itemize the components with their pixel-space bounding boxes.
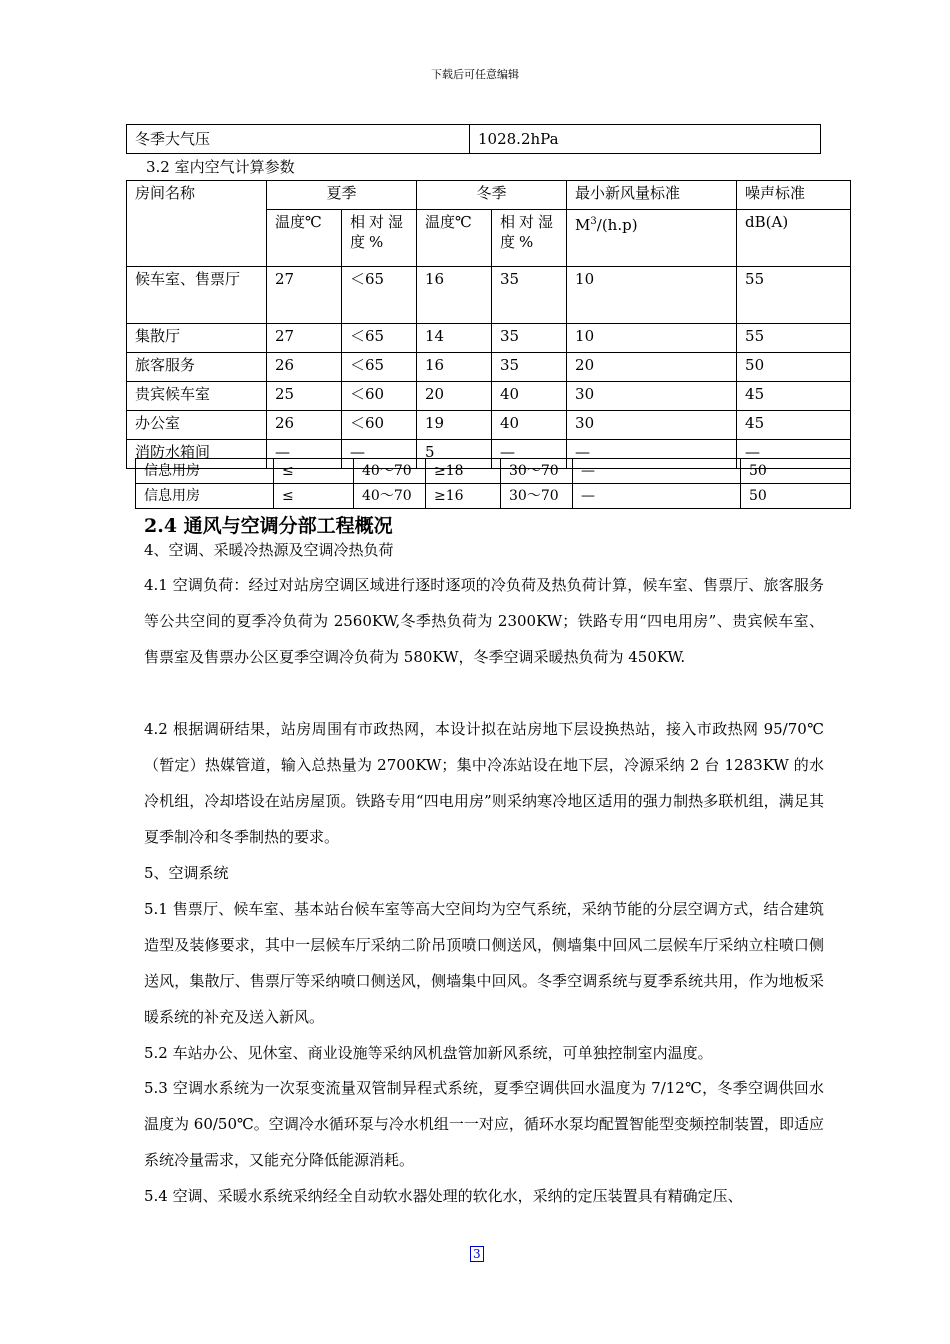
cell: 26 [267,353,342,382]
cell: 50 [741,459,851,484]
paragraph: 5.2 车站办公、见休室、商业设施等采纳风机盘管加新风系统，可单独控制室内温度。 [144,1044,713,1062]
winter-humidity-header: 相对湿度% [492,210,567,267]
table-row [127,324,851,353]
summer-humidity-header: 相对湿度% [342,210,417,267]
cell: — [567,440,737,469]
cell: — [573,459,741,484]
cell: 45 [737,411,851,440]
paragraph: 5.1 售票厅、候车室、基本站台候车室等高大空间均为空气系统，采纳节能的分层空调方式，结合建筑造型及装修要求，其中一层候车厅采纳二阶吊顶喷口侧送风，侧墙集中回风二层候车厅采纳立柱喷口侧送风，集散厅、售票厅等采纳喷口侧送风，侧墙集中回风。冬季空调系统与夏季系统共用，作为地板采暖系统的补充及送入新风。 [144,900,824,1026]
table-row [136,484,851,509]
cell: 40 [492,382,567,411]
fresh-unit-base: M [575,216,591,234]
cell: 14 [417,324,492,353]
cell: 40～70 [354,484,426,509]
cell: 旅客服务 [127,353,267,382]
cell: 35 [492,324,567,353]
cell: ≥16 [426,484,501,509]
cell: ＜60 [342,411,417,440]
winter-temp-header: 温度℃ [417,210,492,267]
noise-unit: dB(A) [737,210,851,267]
paragraph: 4.2 根据调研结果，站房周围有市政热网，本设计拟在站房地下层设换热站，接入市政热网 95/70℃（暂定）热媒管道，输入总热量为 2700KW；集中冷冻站设在地下层，冷源采纳 2 台 1283KW 的水冷机组，冷却塔设在站房屋顶。铁路专用“四电用房”则采纳寒冷地区适用的强力制热多联机组，满足其夏季制冷和冬季制热的要求。 [144,720,824,846]
header-noise: 噪声标准 [737,181,851,210]
fresh-air-unit [567,210,737,267]
pressure-table [126,124,821,154]
indoor-params-table [126,180,851,469]
paragraph: 4.1 空调负荷：经过对站房空调区域进行逐时逐项的冷负荷及热负荷计算，候车室、售票厅、旅客服务等公共空间的夏季冷负荷为 2560KW,冬季热负荷为 2300KW；铁路专用“四电用房”、贵宾候车室、售票室及售票办公区夏季空调冷负荷为 580KW，冬季空调采暖热负荷为 450KW. [144,576,824,666]
cell: — [737,440,851,469]
cell: 26 [267,411,342,440]
cell: ≤ [274,459,354,484]
cell: ＜60 [342,382,417,411]
section-title: 2.4 通风与空调分部工程概况 [144,515,393,537]
header-room: 房间名称 [127,181,267,267]
header-note: 下载后可任意编辑 [431,68,519,81]
cell: 16 [417,267,492,324]
fresh-unit-sup: 3 [590,216,597,227]
cell: 信息用房 [136,459,274,484]
cell: 40 [492,411,567,440]
cell: — [342,440,417,469]
cell: 20 [417,382,492,411]
cell: 集散厅 [127,324,267,353]
paragraph: 5.3 空调水系统为一次泵变流量双管制异程式系统，夏季空调供回水温度为 7/12℃，冬季空调供回水温度为 60/50℃。空调冷水循环泵与冷水机组一一对应，循环水泵均配置智能型变频控制装置，即适应系统冷量需求，又能充分降低能源消耗。 [144,1079,824,1169]
cell: 办公室 [127,411,267,440]
cell: 消防水箱间 [127,440,267,469]
cell: 40～70 [354,459,426,484]
table-caption: 3.2 室内空气计算参数 [146,158,295,176]
cell: ＜65 [342,353,417,382]
info-room-table [135,458,851,509]
cell: 候车室、售票厅 [127,267,267,324]
cell: ＜65 [342,267,417,324]
table-row [127,125,821,154]
cell: ＜65 [342,324,417,353]
table-row [136,459,851,484]
cell: 27 [267,324,342,353]
table-row [127,353,851,382]
summer-temp-header: 温度℃ [267,210,342,267]
cell: 5 [417,440,492,469]
cell: 55 [737,324,851,353]
fresh-unit-rest: /(h.p) [596,216,638,234]
table-row [127,267,851,324]
cell: 30 [567,411,737,440]
cell: 16 [417,353,492,382]
cell: 10 [567,324,737,353]
cell: 19 [417,411,492,440]
cell: — [492,440,567,469]
cell: ≥18 [426,459,501,484]
header-winter: 冬季 [417,181,567,210]
cell: ≤ [274,484,354,509]
cell: 20 [567,353,737,382]
cell: 50 [737,353,851,382]
pressure-label: 冬季大气压 [127,125,470,154]
cell: 35 [492,267,567,324]
cell: 55 [737,267,851,324]
cell: 27 [267,267,342,324]
header-fresh-air: 最小新风量标准 [567,181,737,210]
pressure-value: 1028.2hPa [470,125,821,154]
cell: — [573,484,741,509]
table-row [127,411,851,440]
cell: 30～70 [501,484,573,509]
cell: 贵宾候车室 [127,382,267,411]
cell: 10 [567,267,737,324]
cell: 50 [741,484,851,509]
cell: 35 [492,353,567,382]
paragraph: 5.4 空调、采暖水系统采纳经全自动软水器处理的软化水，采纳的定压装置具有精确定压、 [144,1187,743,1205]
cell: 30～70 [501,459,573,484]
table-header-row [127,181,851,210]
cell: 30 [567,382,737,411]
table-row [127,382,851,411]
cell: — [267,440,342,469]
cell: 信息用房 [136,484,274,509]
cell: 25 [267,382,342,411]
cell: 45 [737,382,851,411]
page-number: 3 [470,1246,484,1262]
header-summer: 夏季 [267,181,417,210]
paragraph: 5、空调系统 [144,864,229,882]
paragraph: 4、空调、采暖冷热源及空调冷热负荷 [144,541,394,559]
